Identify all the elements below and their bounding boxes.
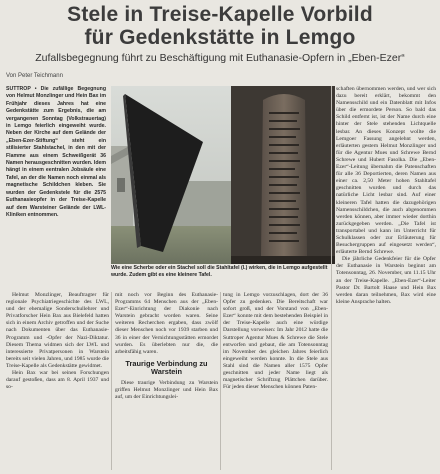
paragraph: Helmut Monzlinger, Beauftragter für regionale Psychiatriegeschichte des LWL, und der ehemalige Sonderschullehrer und Privatforscher Hein Bax aus Bielefeld hatten sich in einem Archiv getroffen und der Suche nach Dokumenten über das Euthanasie-Programm und -Opfer der Nazi-Diktatur. Diesem Thema widmen sich der LWL und interessierte Privatpersonen in Warstein bereits seit vielen Jahren, und 1985 wurde die Treise-Kapelle als Gedenkstätte gewidmet. <box>6 292 109 369</box>
photo-caption: Wie eine Scherbe oder ein Stachel soll die Stahltafel (l.) wirken, die in Lemgo aufgestellt wurde. Zudem gibt es eine kleinere Tafel. <box>111 265 328 278</box>
subheadline: Zufallsbegegnung führt zu Beschäftigung mit Euthanasie-Opfern in „Eben-Ezer“ <box>35 52 405 64</box>
paragraph: schaften übernommen werden, und wer sich dazu bereit erklärt, bekommt den Namensschild und ein Datenblatt mit Infos über die ermordete Person. So bald das Schild entfernt ist, ist der Name durch eine hinter der Stele stehenden Lichtquelle lesbar. An dieses Konzept wollte die Lemgoer Fassung angelehnt werden, erläuterten gestern Helmut Monzlinger und für die Agentur Mues und Schrewe Bernd Schrewe und Hubert Fasolka. Die „Eben-Ezer“-Leitung übernahm die Patenschaften für alle 36 Deportierten, deren Namen aus einer ca. 2,50 Meter hohen Stahltafel geschnitten wurden und durch das natürliche Licht lesbar sind. Auf einer kleineren Tafel hatten die dazugehörigen Namensschildchen, die auch abgenommen werden können, aber immer wieder dorthin zurückgegeben werden. „Die Tafel ist transportabel und kann im Unterricht für Schulklassen oder zur Erläuterung für Besuchergruppen auf eingesetzt werden“, erläuterte Bernd Schrewe. <box>336 86 436 256</box>
article-column-4 <box>336 86 436 470</box>
paragraph: mit noch vor Beginn des Euthanasie-Programms 64 Menschen aus der „Eben-Ezer“-Einrichtung der Diakonie nach Warstein gebracht worden waren. Seine weiteren Recherchen ergaben, dass zwölf dieser Menschen noch vor 1939 starben und 36 in einer der Vernichtungsstätten ermordet wurden. Es überlebten nur die, die arbeitsfähig waren. <box>115 292 218 355</box>
section-subheading: Traurige Verbindung zu Warstein <box>125 358 208 377</box>
article-column-2 <box>115 292 218 470</box>
paragraph: Die jährliche Gedenkfeier für die Opfer der Euthanasie in Warstein beginnt am Totensonntag, 26. November, um 11.15 Uhr an der Treise-Kapelle. „Eben-Ezer“-Leiter Pastor Dr. Bartolt Haase und Hein Bax werden daran teilnehmen, Bax wird eine kleine Ansprache halten. <box>336 256 436 305</box>
headline <box>6 3 434 49</box>
column-divider <box>331 86 332 470</box>
byline: Von Peter Teichmann <box>6 73 63 79</box>
paragraph: tung in Lemgo vorzuschlagen, dort der 36 Opfer zu gedenken. Die Bereitschaft war sofort groß, und der Vorstand von „Eben-Ezer“ konnte mit dem bestehenden Beispiel in der Treise-Kapelle auch eine würdige Darstellung vorweisen: Im Jahr 2012 hatte die Suttroper Agentur Mues & Schrewe die Stele entworfen und gebaut, die am Totensonntag im November des gleichen Jahres feierlich eingeweiht werden konnte. In die Stele aus Stahl sind die Namen aller 1575 Opfer geschnitten und jeder Name liegt als magnetischer Schriftzug Plättchen darüber. Für jeden dieser Menschen können Paten- <box>223 292 328 391</box>
photo-illustration <box>111 86 335 264</box>
name-plaque <box>261 94 307 256</box>
headline-line-1: Stele in Treise-Kapelle Vorbild <box>67 3 373 26</box>
article-column-1 <box>6 292 109 470</box>
intro-paragraph: SUTTROP • Die zufällige Begegnung von Helmut Monzlinger und Hein Bax im Frühjahr dieses Jahres hat eine Gedenkstätte zum Ergebnis, die am vergangenen Sonntag (Volkstrauertag) in Lemgo feierlich eingeweiht wurde. Neben der Kirche auf dem Gelände der „Eben-Ezer-Stiftung“ steht ein stilisierter Stahlstachel, in den mit der Flamme aus einem Schweißgerät 36 Namen herausgeschnitten wurden. Idem hängt in einem eentralen Jobsäule eine Tafel, an der die Namen noch einmal als magnetische Schildchen kleben. Sie wurden der Gedenkstele für die 2575 Euthanasieopfer in der Treise-Kapelle auf dem Warsteiner Gelände der LWL-Kliniken entnommen. <box>6 86 106 218</box>
column-divider <box>220 292 221 470</box>
article-photo <box>111 86 335 264</box>
headline-line-2: für Gedenkstätte in Lemgo <box>84 26 356 49</box>
column-divider <box>111 292 112 470</box>
paragraph: Diese traurige Verbindung zu Warstein griffen Helmut Monzlinger und Hein Bax auf, um der Einrichtungslei- <box>115 380 218 401</box>
article-column-3 <box>223 292 328 470</box>
paragraph: Hein Bax war bei seinen Forschungen darauf gestoßen, dass am 8. April 1937 und so- <box>6 370 109 391</box>
